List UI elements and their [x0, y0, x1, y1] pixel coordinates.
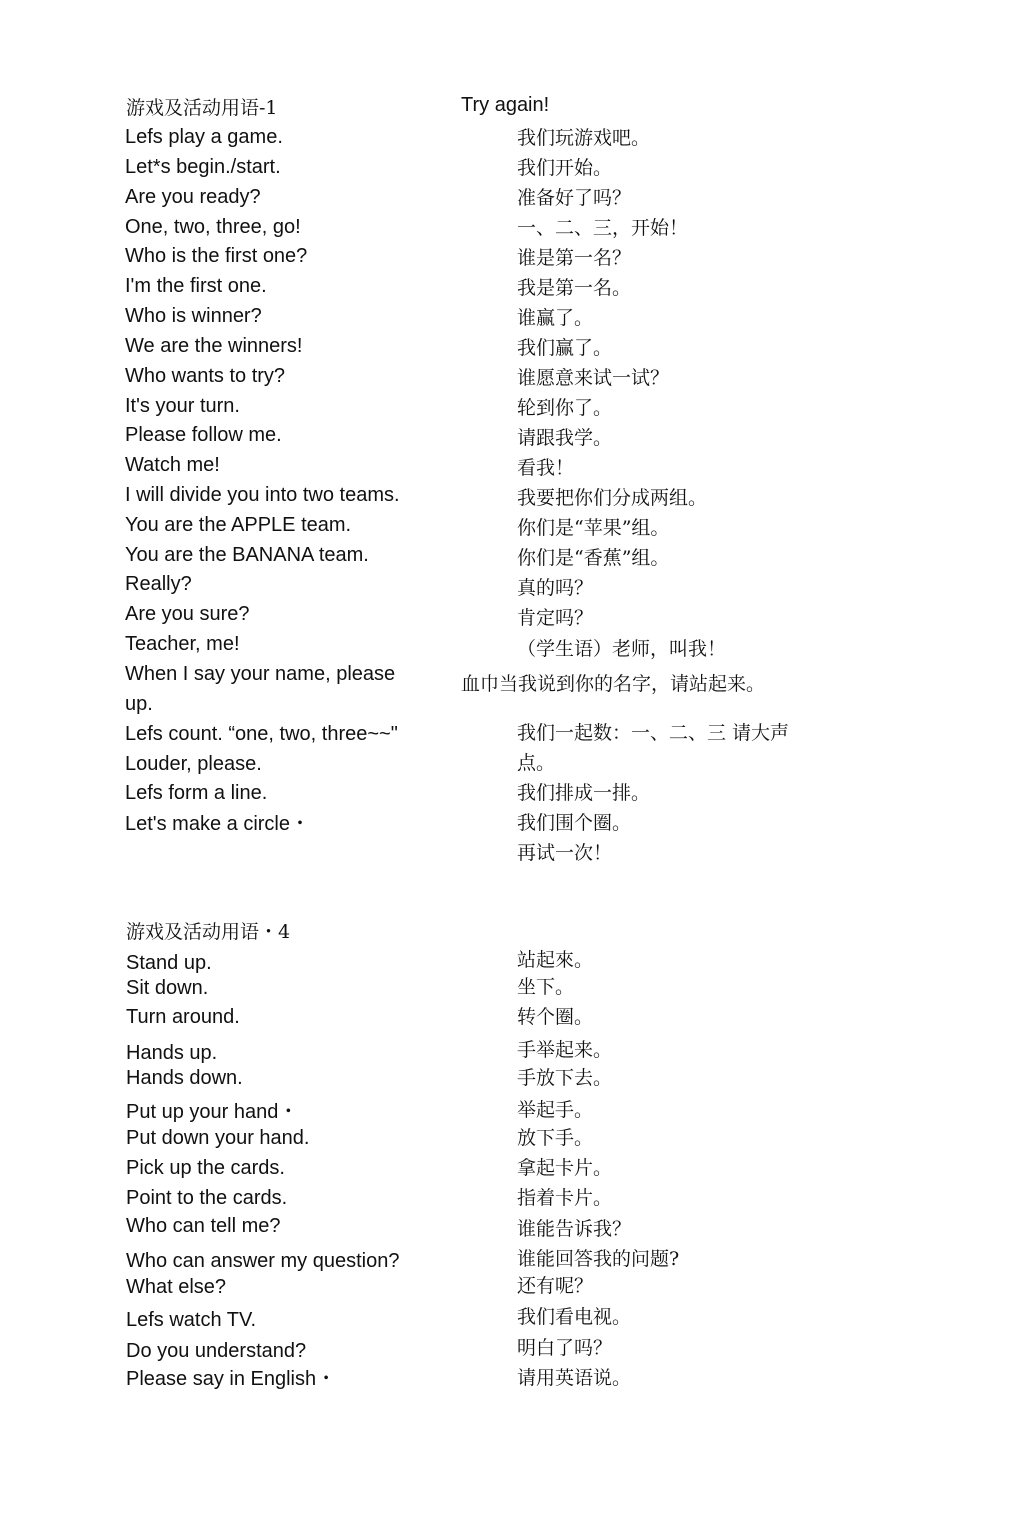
list-item: 坐下。	[517, 976, 575, 998]
list-item: 放下手。	[517, 1127, 594, 1149]
list-item: （学生语）老师，叫我！	[517, 638, 727, 660]
list-item: We are the winners!	[125, 335, 303, 357]
list-item: Put down your hand.	[126, 1127, 310, 1149]
list-item: Watch me!	[125, 454, 220, 476]
list-item: Are you ready?	[125, 186, 261, 208]
list-item: One, two, three, go!	[125, 216, 301, 238]
list-item: 指着卡片。	[517, 1187, 613, 1209]
list-item: up.	[125, 693, 153, 715]
list-item: Lefs count. “one, two, three~~"	[125, 723, 398, 745]
list-item: 轮到你了。	[517, 397, 613, 419]
list-item: 点。	[517, 752, 556, 774]
list-item: 真的吗？	[517, 577, 594, 599]
list-item: Who wants to try?	[125, 365, 286, 387]
list-item: 我们赢了。	[517, 337, 613, 359]
list-item: 一、二、三，开始！	[517, 217, 689, 239]
section2-heading: 游戏及活动用语・4	[126, 921, 291, 943]
list-item: It's your turn.	[125, 395, 240, 417]
list-item: Who can tell me?	[126, 1215, 281, 1237]
list-item: Who is the first one?	[125, 245, 308, 267]
list-item: You are the APPLE team.	[125, 514, 352, 536]
list-item: Turn around.	[126, 1006, 240, 1028]
list-item: 谁能回答我的问题?	[517, 1248, 680, 1270]
list-item: Point to the cards.	[126, 1187, 288, 1209]
list-item: 再试一次！	[517, 842, 613, 864]
section1-heading: 游戏及活动用语-1	[126, 97, 278, 119]
list-item: Do you understand?	[126, 1340, 307, 1362]
list-item: 我们开始。	[517, 157, 613, 179]
list-item: Sit down.	[126, 977, 209, 999]
list-item: 拿起卡片。	[517, 1157, 613, 1179]
list-item: Lefs form a line.	[125, 782, 268, 804]
list-item: 谁愿意来试一试？	[517, 367, 670, 389]
list-item: Hands down.	[126, 1067, 243, 1089]
list-item: 请用英语说。	[517, 1367, 632, 1389]
list-item: 血巾当我说到你的名字，请站起来。	[461, 673, 766, 695]
list-item: Are you sure?	[125, 603, 250, 625]
list-item: 看我！	[517, 457, 575, 479]
list-item: 肯定吗？	[517, 607, 594, 629]
list-item: 明白了吗？	[517, 1337, 613, 1359]
list-item: When I say your name, please	[125, 663, 396, 685]
list-item: Pick up the cards.	[126, 1157, 285, 1179]
list-item: Put up your hand・	[126, 1101, 299, 1123]
list-item: Let*s begin./start.	[125, 156, 281, 178]
list-item: 我们围个圈。	[517, 812, 632, 834]
list-item: 我们一起数：一、二、三 请大声	[517, 722, 790, 744]
list-item: 谁是第一名？	[517, 247, 632, 269]
list-item: Please say in English・	[126, 1368, 337, 1390]
list-item: 我们排成一排。	[517, 782, 651, 804]
list-item: Please follow me.	[125, 424, 282, 446]
list-item: 谁赢了。	[517, 307, 594, 329]
list-item: 准备好了吗？	[517, 187, 632, 209]
list-item: Lefs play a game.	[125, 126, 283, 148]
list-item: 我要把你们分成两组。	[517, 487, 708, 509]
list-item: 手放下去。	[517, 1067, 613, 1089]
list-item: 我们看电视。	[517, 1306, 632, 1328]
section1-top-right: Try again!	[461, 94, 550, 116]
list-item: 手举起来。	[517, 1039, 613, 1061]
list-item: 举起手。	[517, 1099, 594, 1121]
list-item: What else?	[126, 1276, 227, 1298]
list-item: Stand up.	[126, 952, 212, 974]
list-item: 我们玩游戏吧。	[517, 127, 651, 149]
list-item: Let's make a circle・	[125, 813, 310, 835]
list-item: 转个圈。	[517, 1006, 594, 1028]
list-item: You are the BANANA team.	[125, 544, 369, 566]
list-item: I will divide you into two teams.	[125, 484, 400, 506]
list-item: 我是第一名。	[517, 277, 632, 299]
list-item: 请跟我学。	[517, 427, 613, 449]
list-item: I'm the first one.	[125, 275, 267, 297]
list-item: 谁能告诉我？	[517, 1218, 632, 1240]
list-item: 站起來。	[517, 949, 594, 971]
list-item: Who is winner?	[125, 305, 262, 327]
list-item: Teacher, me!	[125, 633, 240, 655]
list-item: Lefs watch TV.	[126, 1309, 257, 1331]
list-item: Who can answer my question?	[126, 1250, 400, 1272]
list-item: Louder, please.	[125, 753, 262, 775]
list-item: 还有呢？	[517, 1275, 594, 1297]
list-item: 你们是“香蕉”组。	[517, 547, 670, 569]
list-item: 你们是“苹果”组。	[517, 517, 670, 539]
list-item: Hands up.	[126, 1042, 218, 1064]
list-item: Really?	[125, 573, 192, 595]
